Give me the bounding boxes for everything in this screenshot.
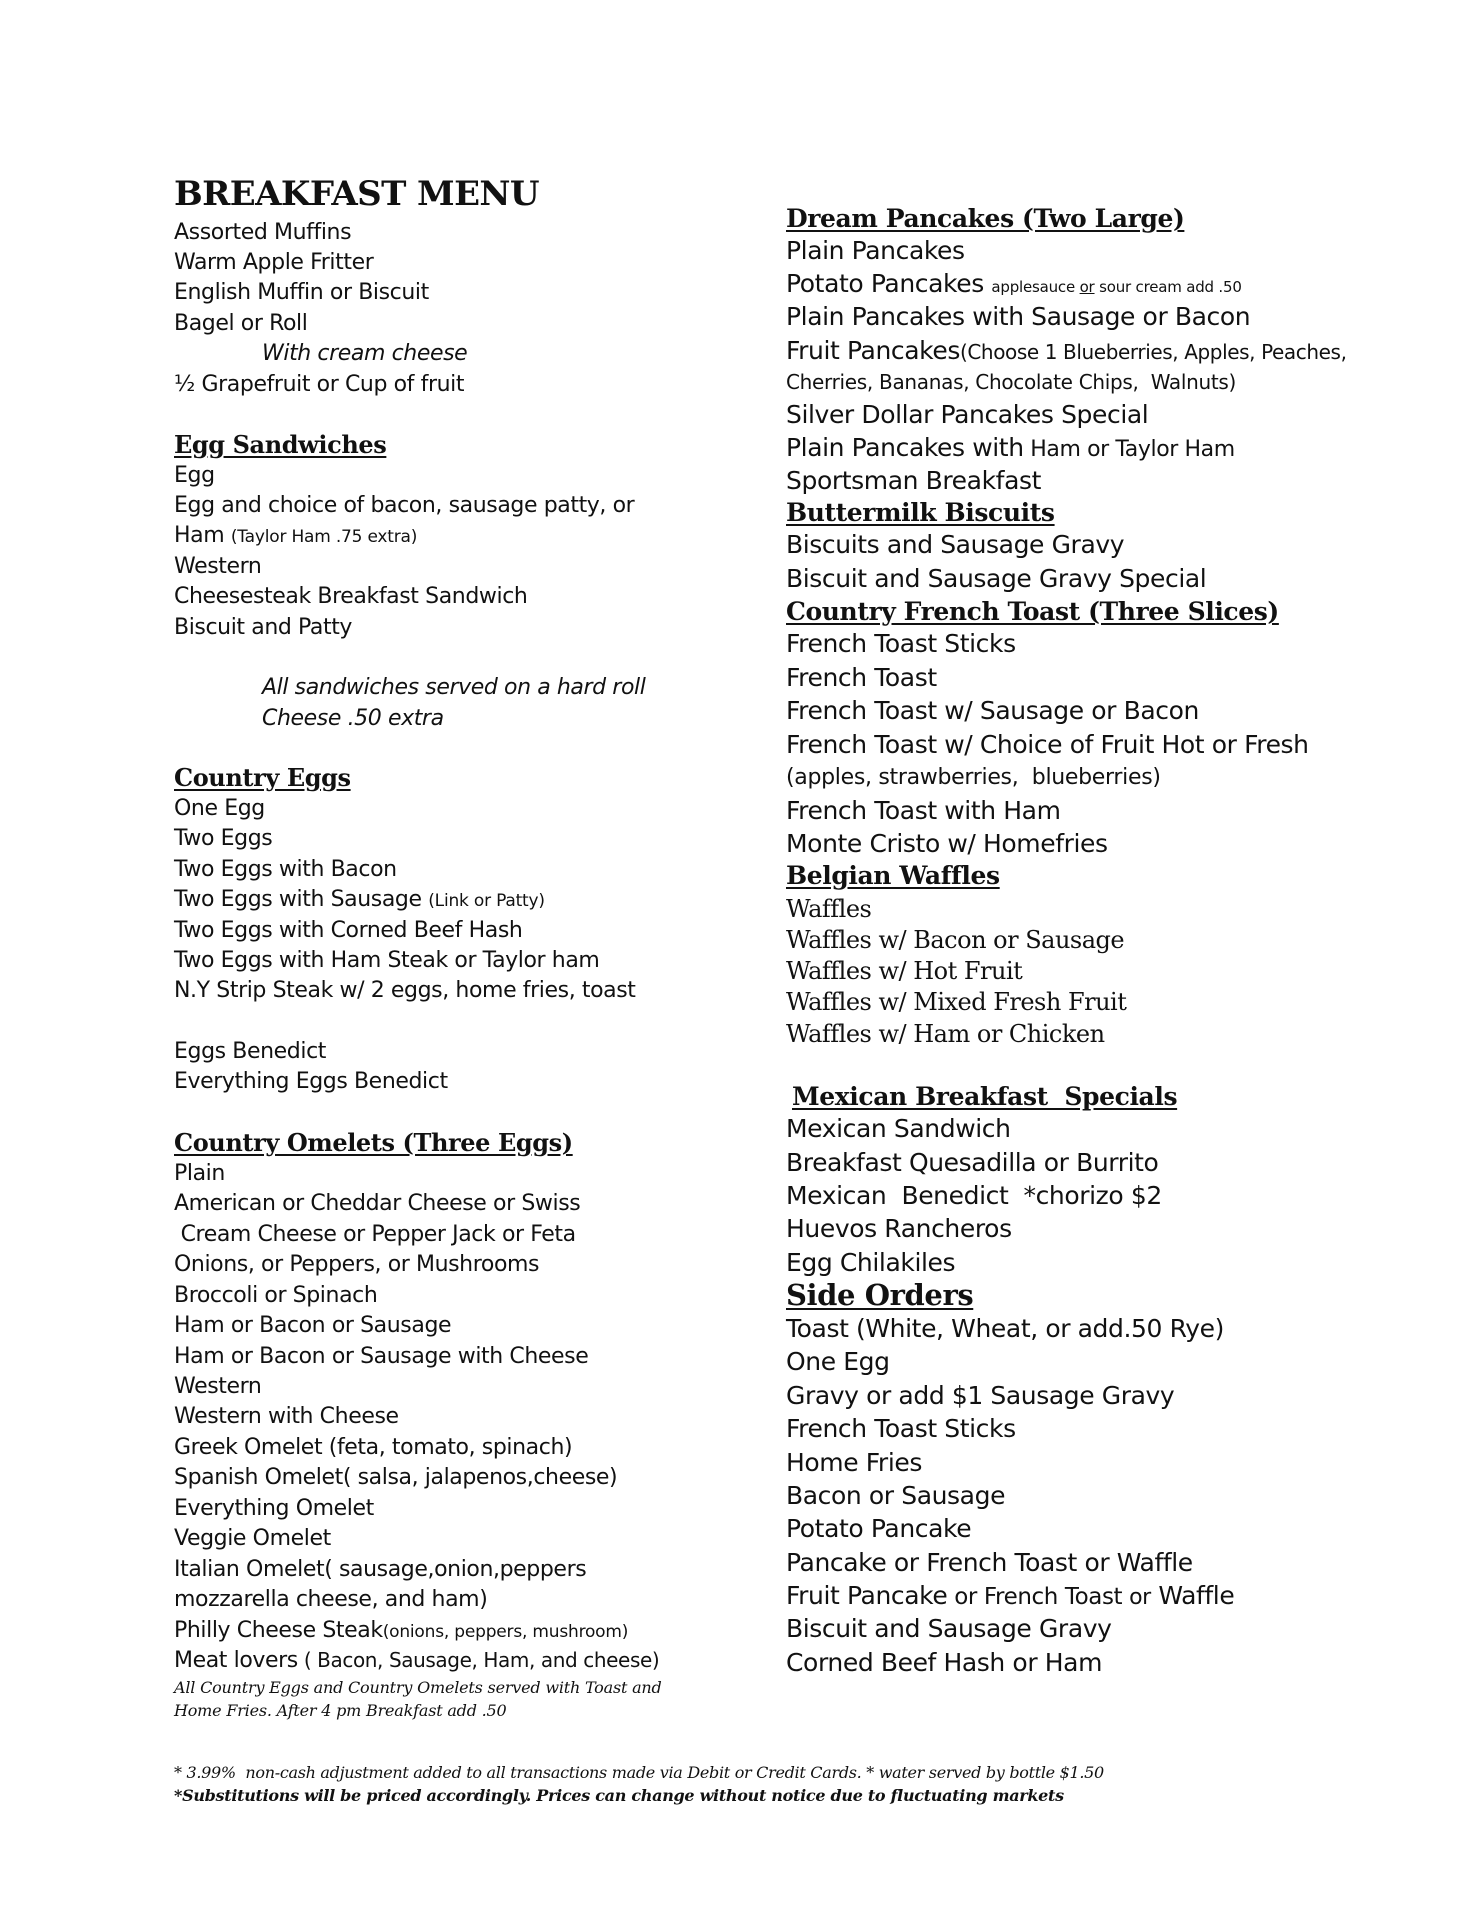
item-eggs-benedict: Eggs Benedict [174, 1039, 326, 1064]
pancakes-ham-label: Plain Pancakes with [786, 433, 1024, 462]
item-omelet-western: Western [174, 1374, 262, 1399]
item-cheesesteak: Cheesesteak Breakfast Sandwich [174, 584, 528, 609]
item-two-eggs-sausage [174, 887, 545, 912]
fruit-pancake-c: or [1129, 1585, 1151, 1610]
potato-note-b: sour cream add .50 [1094, 278, 1242, 296]
item-western-sandwich: Western [174, 554, 262, 579]
footer-noncash-note: * 3.99% non-cash adjustment added to all transactions made via Debit or Credit Cards. * water served by bottle $1.50 [174, 1763, 1104, 1782]
greek-label: Greek Omelet [174, 1435, 323, 1460]
heading-belgian-waffles: Belgian Waffles [786, 861, 1000, 890]
meat-lovers-note: ( Bacon, Sausage, Ham, and cheese) [297, 1648, 660, 1672]
item-pancakes-ham [786, 433, 1235, 462]
note-hard-roll: All sandwiches served on a hard roll [262, 675, 646, 700]
item-omelet-greek [174, 1435, 572, 1460]
item-waffles-bacon: Waffles w/ Bacon or Sausage [786, 926, 1125, 954]
heading-mexican-specials: Mexican Breakfast Specials [792, 1082, 1178, 1111]
item-biscuits-gravy: Biscuits and Sausage Gravy [786, 530, 1125, 559]
item-muffins: Assorted Muffins [174, 220, 352, 245]
item-egg-choice-line2 [174, 523, 417, 548]
fruit-note-line2: Cherries, Bananas, Chocolate Chips, Walnuts) [786, 370, 1237, 394]
potato-pancakes-label: Potato Pancakes [786, 269, 984, 298]
item-omelet-meat-lovers [174, 1648, 659, 1673]
note-served-line2: Home Fries. After 4 pm Breakfast add .50 [174, 1701, 507, 1720]
item-quesadilla: Breakfast Quesadilla or Burrito [786, 1148, 1159, 1177]
greek-note: (feta, tomato, spinach) [328, 1435, 573, 1460]
heading-egg-sandwiches: Egg Sandwiches [174, 430, 387, 459]
heading-french-toast: Country French Toast (Three Slices) [786, 597, 1279, 626]
side-ft-sticks: French Toast Sticks [786, 1414, 1016, 1443]
item-omelet-ham-cheese: Ham or Bacon or Sausage with Cheese [174, 1344, 589, 1369]
item-huevos-rancheros: Huevos Rancheros [786, 1214, 1012, 1243]
fruit-pancake-b: or French Toast [947, 1584, 1130, 1610]
philly-label: Philly Cheese Steak [174, 1618, 383, 1643]
side-hash: Corned Beef Hash or Ham [786, 1648, 1103, 1677]
heading-buttermilk-biscuits: Buttermilk Biscuits [786, 498, 1055, 527]
item-omelet-plain: Plain [174, 1161, 225, 1186]
ham-label: Ham [174, 523, 225, 548]
item-ft-sticks: French Toast Sticks [786, 629, 1016, 658]
item-two-eggs-ham: Two Eggs with Ham Steak or Taylor ham [174, 948, 600, 973]
item-two-eggs-bacon: Two Eggs with Bacon [174, 857, 397, 882]
heading-country-eggs: Country Eggs [174, 763, 351, 792]
item-mexican-sandwich: Mexican Sandwich [786, 1114, 1011, 1143]
item-cream-cheese: With cream cheese [262, 341, 468, 366]
item-english-muffin: English Muffin or Biscuit [174, 280, 429, 305]
heading-country-omelets: Country Omelets (Three Eggs) [174, 1128, 573, 1157]
item-omelet-broccoli: Broccoli or Spinach [174, 1283, 378, 1308]
heading-side-orders: Side Orders [786, 1278, 974, 1312]
item-omelet-italian-line1: Italian Omelet( sausage,onion,peppers [174, 1557, 587, 1582]
item-omelet-western-cheese: Western with Cheese [174, 1404, 399, 1429]
note-cheese-extra: Cheese .50 extra [262, 706, 444, 731]
philly-note: (onions, peppers, mushroom) [382, 1622, 629, 1642]
side-toast: Toast (White, Wheat, or add.50 Rye) [786, 1314, 1224, 1343]
item-ft-fruit-note: (apples, strawberries, blueberries) [786, 765, 1161, 790]
fruit-pancake-a: Fruit Pancake [786, 1581, 948, 1610]
item-waffles: Waffles [786, 895, 872, 923]
item-ft-ham: French Toast with Ham [786, 796, 1061, 825]
item-omelet-ham: Ham or Bacon or Sausage [174, 1313, 452, 1338]
item-monte-cristo: Monte Cristo w/ Homefries [786, 829, 1108, 858]
item-silver-dollar: Silver Dollar Pancakes Special [786, 400, 1149, 429]
item-waffles-mixed-fruit: Waffles w/ Mixed Fresh Fruit [786, 988, 1127, 1016]
item-everything-benedict: Everything Eggs Benedict [174, 1069, 448, 1094]
item-strip-steak: N.Y Strip Steak w/ 2 eggs, home fries, toast [174, 978, 636, 1003]
item-omelet-cream-cheese: Cream Cheese or Pepper Jack or Feta [174, 1222, 576, 1247]
item-egg: Egg [174, 463, 215, 488]
item-ft-fruit: French Toast w/ Choice of Fruit Hot or Fresh [786, 730, 1309, 759]
note-served-line1: All Country Eggs and Country Omelets served with Toast and [174, 1678, 662, 1697]
item-egg-choice-line1: Egg and choice of bacon, sausage patty, or [174, 493, 635, 518]
item-apple-fritter: Warm Apple Fritter [174, 250, 374, 275]
link-or-patty-note: (Link or Patty) [428, 891, 545, 911]
item-omelet-veggie: Veggie Omelet [174, 1526, 331, 1551]
item-mexican-benedict: Mexican Benedict *chorizo $2 [786, 1181, 1162, 1210]
item-one-egg: One Egg [174, 796, 265, 821]
item-sportsman: Sportsman Breakfast [786, 466, 1042, 495]
item-waffles-ham-chicken: Waffles w/ Ham or Chicken [786, 1020, 1105, 1048]
item-fruit-pancakes [786, 336, 1347, 365]
item-pancakes-sausage: Plain Pancakes with Sausage or Bacon [786, 302, 1251, 331]
item-two-eggs: Two Eggs [174, 826, 273, 851]
item-waffles-hot-fruit: Waffles w/ Hot Fruit [786, 957, 1023, 985]
meat-lovers-label: Meat lovers [174, 1648, 298, 1673]
side-fruit-pancake [786, 1581, 1234, 1610]
item-omelet-american: American or Cheddar Cheese or Swiss [174, 1191, 581, 1216]
side-home-fries: Home Fries [786, 1448, 922, 1477]
taylor-ham-note: (Taylor Ham .75 extra) [230, 527, 418, 547]
menu-title: BREAKFAST MENU [174, 174, 539, 214]
item-omelet-philly [174, 1618, 628, 1643]
side-potato-pancake: Potato Pancake [786, 1514, 972, 1543]
item-egg-chilakiles: Egg Chilakiles [786, 1248, 956, 1277]
potato-note-a: applesauce [991, 278, 1080, 296]
side-bacon: Bacon or Sausage [786, 1481, 1006, 1510]
potato-note-or: or [1079, 278, 1095, 296]
item-omelet-onions: Onions, or Peppers, or Mushrooms [174, 1252, 540, 1277]
side-pancake: Pancake or French Toast or Waffle [786, 1548, 1193, 1577]
item-ft-sausage: French Toast w/ Sausage or Bacon [786, 696, 1199, 725]
item-biscuit-patty: Biscuit and Patty [174, 615, 353, 640]
fruit-note-line1: (Choose 1 Blueberries, Apples, Peaches, [959, 340, 1347, 364]
item-plain-pancakes: Plain Pancakes [786, 236, 965, 265]
fruit-pancakes-label: Fruit Pancakes [786, 336, 960, 365]
fruit-pancake-d: Waffle [1150, 1581, 1235, 1610]
item-french-toast: French Toast [786, 663, 937, 692]
heading-dream-pancakes: Dream Pancakes (Two Large) [786, 204, 1185, 233]
item-omelet-spanish: Spanish Omelet( salsa, jalapenos,cheese) [174, 1465, 618, 1490]
item-omelet-everything: Everything Omelet [174, 1496, 374, 1521]
footer-substitutions-note: *Substitutions will be priced accordingly. Prices can change without notice due to fluctuating markets [174, 1786, 1064, 1805]
item-potato-pancakes [786, 269, 1242, 298]
pancakes-ham-b: Ham or Taylor Ham [1023, 437, 1235, 462]
side-one-egg: One Egg [786, 1347, 890, 1376]
item-bagel: Bagel or Roll [174, 311, 308, 336]
item-two-eggs-hash: Two Eggs with Corned Beef Hash [174, 918, 523, 943]
side-biscuit-gravy: Biscuit and Sausage Gravy [786, 1614, 1112, 1643]
side-gravy: Gravy or add $1 Sausage Gravy [786, 1381, 1175, 1410]
item-biscuits-gravy-special: Biscuit and Sausage Gravy Special [786, 564, 1207, 593]
item-grapefruit: ½ Grapefruit or Cup of fruit [174, 372, 465, 397]
item-omelet-italian-line2: mozzarella cheese, and ham) [174, 1587, 488, 1612]
two-eggs-sausage-label: Two Eggs with Sausage [174, 887, 422, 912]
